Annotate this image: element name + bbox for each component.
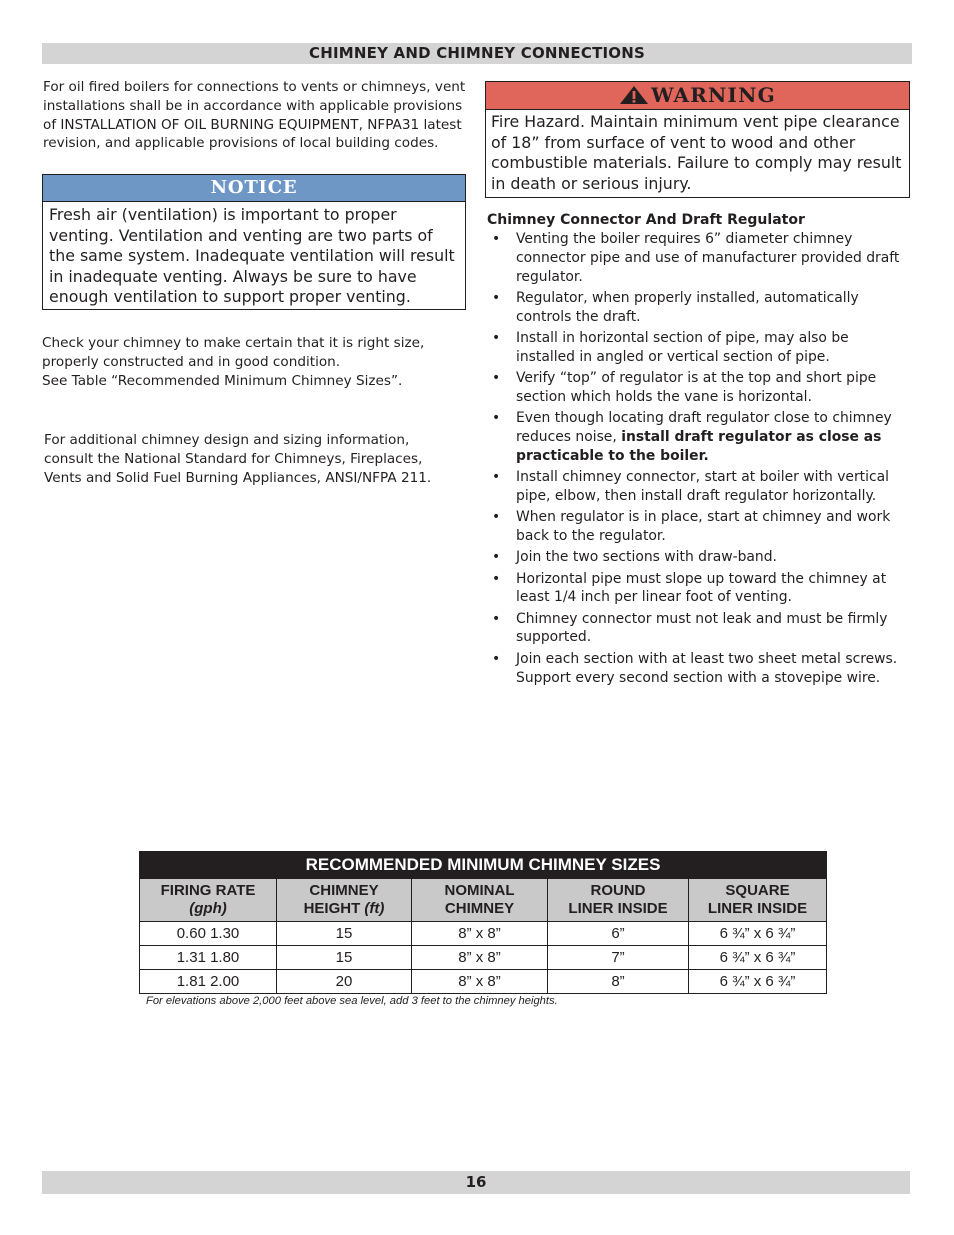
- table-cell: 8” x 8”: [412, 946, 548, 970]
- column-header-line2-text: LINER INSIDE: [568, 900, 668, 917]
- column-header-line1: CHIMNEY: [309, 882, 379, 899]
- column-header-line1: ROUND: [590, 882, 646, 899]
- bullet-text: Venting the boiler requires 6” diameter chimney connector pipe and use of manufacturer provided draft regulator.: [516, 231, 900, 285]
- column-header-line2: [412, 900, 547, 918]
- bullet-text: Chimney connector must not leak and must be firmly supported.: [516, 610, 888, 646]
- notice-box: [42, 174, 466, 310]
- bullet-text: Install in horizontal section of pipe, may also be installed in angled or vertical section of pipe.: [516, 329, 849, 365]
- column-header-line2: [140, 900, 276, 918]
- bullet-text: Install chimney connector, start at boiler with vertical pipe, elbow, then install draft regulator horizontally.: [516, 469, 889, 504]
- warning-label: WARNING: [651, 83, 776, 107]
- column-header-line2: [689, 900, 826, 918]
- warning-triangle-icon: [619, 85, 649, 105]
- bullet-bold-text: install draft regulator as close as practicable to the boiler.: [516, 428, 882, 464]
- column-header-line1: SQUARE: [725, 882, 790, 899]
- bullet-item: [487, 610, 909, 648]
- bullet-item: [487, 329, 909, 367]
- bullet-dot-icon: •: [492, 469, 501, 486]
- bullet-dot-icon: •: [492, 610, 501, 627]
- table-cell: 1.81 2.00: [140, 970, 277, 994]
- bullet-item: [487, 548, 909, 567]
- bullet-item: [487, 409, 909, 465]
- bullet-text: Join each section with at least two sheet metal screws. Support every second section with a stovepipe wire.: [516, 650, 898, 686]
- table-cell: 15: [277, 946, 412, 970]
- bullet-dot-icon: •: [492, 410, 501, 427]
- table-cell: 7”: [548, 946, 689, 970]
- bullet-text: Horizontal pipe must slope up toward the chimney at least 1/4 inch per linear foot of venting.: [516, 570, 887, 606]
- bullet-text: When regulator is in place, start at chimney and work back to the regulator.: [516, 509, 891, 544]
- column-header-line2: [548, 900, 688, 918]
- table-reference-text: See Table “Recommended Minimum Chimney Sizes”.: [42, 372, 403, 389]
- table-cell: 6”: [548, 922, 689, 946]
- table-row: [140, 922, 827, 946]
- additional-info-paragraph: For additional chimney design and sizing information, consult the National Standard for Chimneys, Fireplaces, Vents and Solid Fuel Burning Appliances, ANSI/NFPA 211.: [44, 432, 432, 486]
- bullet-dot-icon: •: [492, 329, 501, 346]
- table-footnote: For elevations above 2,000 feet above sea level, add 3 feet to the chimney heights.: [146, 995, 558, 1007]
- column-header-line1: FIRING RATE: [160, 882, 256, 899]
- bullet-dot-icon: •: [492, 370, 501, 387]
- bullet-text: Verify “top” of regulator is at the top and short pipe section which holds the vane is horizontal.: [516, 370, 877, 405]
- table-cell: 8”: [548, 970, 689, 994]
- warning-box: [485, 81, 910, 198]
- check-chimney-text: Check your chimney to make certain that it is right size, properly constructed and in good condition.: [42, 335, 425, 370]
- warning-text: Fire Hazard. Maintain minimum vent pipe clearance of 18” from surface of vent to wood and other combustible materials. Failure to comply may result in death or serious injury.: [491, 112, 902, 193]
- table-cell: 6 ¾” x 6 ¾”: [689, 946, 827, 970]
- table-body: [140, 922, 827, 994]
- bullet-dot-icon: •: [492, 549, 501, 566]
- bullet-text: Even though locating draft regulator close to chimney reduces noise,: [516, 410, 892, 445]
- table-title: RECOMMENDED MINIMUM CHIMNEY SIZES: [140, 852, 827, 879]
- column-header: [412, 879, 548, 922]
- column-header-line2-text: CHIMNEY: [444, 900, 515, 917]
- column-header-line2-text: (gph): [189, 900, 227, 917]
- notice-label: NOTICE: [43, 175, 465, 202]
- table-cell: 6 ¾” x 6 ¾”: [689, 922, 827, 946]
- bullet-dot-icon: •: [492, 570, 501, 587]
- table-cell: 8” x 8”: [412, 970, 548, 994]
- notice-text: Fresh air (ventilation) is important to proper venting. Ventilation and venting are two parts of the same system. Inadequate ventilation will result in inadequate venting. Always be sure to have enough ventilation to support proper venting.: [49, 205, 455, 307]
- table-header-row: [140, 879, 827, 922]
- chimney-sizes-table: [139, 851, 827, 994]
- intro-paragraph: For oil fired boilers for connections to vents or chimneys, vent installations shall be in accordance with applicable provisions of INSTALLATION OF OIL BURNING EQUIPMENT, NFPA31 latest revision, and applicable provisions of local building codes.: [43, 79, 466, 152]
- column-header-line2-text: LINER INSIDE: [707, 900, 808, 917]
- column-header: [140, 879, 277, 922]
- bullet-item: [487, 508, 909, 546]
- bullet-item: [487, 468, 909, 506]
- table-row: [140, 970, 827, 994]
- table-cell: 6 ¾” x 6 ¾”: [689, 970, 827, 994]
- table-row: [140, 946, 827, 970]
- column-header: [548, 879, 689, 922]
- bullet-dot-icon: •: [492, 231, 501, 247]
- table-cell: 20: [277, 970, 412, 994]
- bullet-dot-icon: •: [492, 650, 501, 667]
- draft-regulator-heading: Chimney Connector And Draft Regulator: [487, 212, 805, 228]
- bullet-item: [487, 570, 909, 608]
- draft-regulator-list: [487, 230, 909, 690]
- column-header-line1: NOMINAL: [444, 882, 515, 899]
- column-header: [689, 879, 827, 922]
- bullet-item: [487, 230, 909, 286]
- column-header-line2: [277, 900, 411, 918]
- column-header: [277, 879, 412, 922]
- bullet-dot-icon: •: [492, 509, 501, 526]
- bullet-text: Regulator, when properly installed, automatically controls the draft.: [516, 289, 859, 325]
- warning-header: [486, 82, 909, 110]
- check-chimney-paragraph: [42, 334, 457, 390]
- table-cell: 15: [277, 922, 412, 946]
- page-number: 16: [42, 1171, 910, 1194]
- table-cell: 8” x 8”: [412, 922, 548, 946]
- table-cell: 1.31 1.80: [140, 946, 277, 970]
- bullet-text: Join the two sections with draw-band.: [516, 549, 777, 566]
- column-header-line2-text: (ft): [364, 900, 385, 917]
- bullet-dot-icon: •: [492, 289, 501, 306]
- bullet-item: [487, 650, 909, 688]
- section-header: CHIMNEY AND CHIMNEY CONNECTIONS: [42, 43, 912, 64]
- bullet-item: [487, 289, 909, 327]
- bullet-item: [487, 369, 909, 407]
- column-header-line2-prefix: HEIGHT: [303, 900, 365, 917]
- table-cell: 0.60 1.30: [140, 922, 277, 946]
